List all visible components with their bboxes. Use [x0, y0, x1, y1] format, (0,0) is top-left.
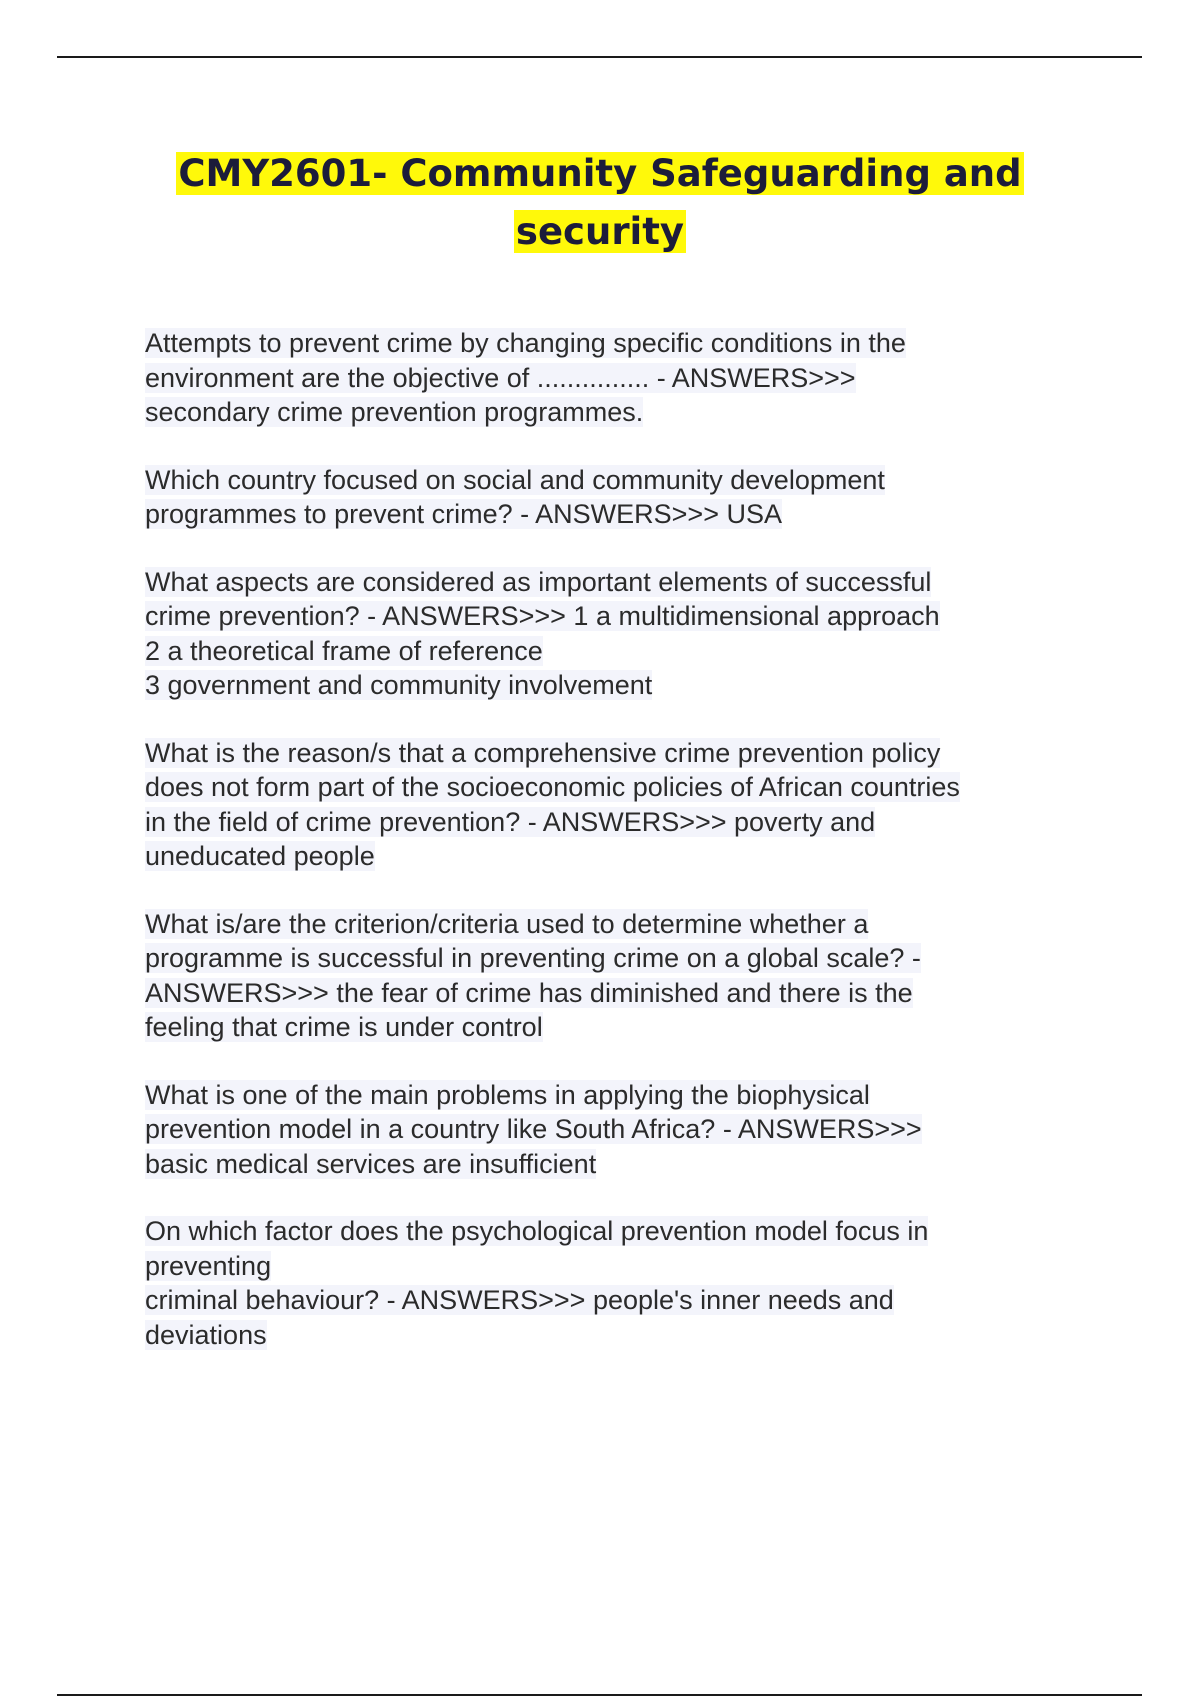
- bottom-rule: [57, 1694, 1142, 1696]
- qa-line: feeling that crime is under control: [145, 1012, 543, 1042]
- qa-item-2: [145, 463, 1090, 532]
- qa-item-7: [145, 1214, 1090, 1352]
- qa-line: prevention model in a country like South Africa? - ANSWERS>>>: [145, 1114, 922, 1144]
- qa-item-5: [145, 907, 1090, 1045]
- qa-line: Attempts to prevent crime by changing specific conditions in the: [145, 328, 906, 358]
- qa-item-1: [145, 326, 1090, 430]
- page-title: [100, 145, 1100, 261]
- qa-line: environment are the objective of ............... - ANSWERS>>>: [145, 362, 856, 393]
- qa-line: crime prevention? - ANSWERS>>> 1 a multidimensional approach: [145, 601, 940, 631]
- qa-list: [145, 326, 1090, 1385]
- qa-line: deviations: [145, 1319, 267, 1350]
- qa-line: does not form part of the socioeconomic policies of African countries: [145, 772, 960, 802]
- qa-line: criminal behaviour? - ANSWERS>>> people's inner needs and: [145, 1285, 894, 1315]
- qa-item-4: [145, 736, 1090, 874]
- qa-line: uneducated people: [145, 841, 375, 871]
- qa-line: in the field of crime prevention? - ANSWERS>>> poverty and: [145, 806, 876, 837]
- qa-line: ANSWERS>>> the fear of crime has diminished and there is the: [145, 977, 913, 1008]
- qa-line: 3 government and community involvement: [145, 670, 653, 700]
- qa-line: preventing: [145, 1250, 272, 1281]
- top-rule: [57, 56, 1142, 58]
- qa-line: On which factor does the psychological prevention model focus in: [145, 1216, 929, 1246]
- qa-line: programmes to prevent crime? - ANSWERS>>> USA: [145, 499, 782, 529]
- qa-item-6: [145, 1078, 1090, 1182]
- qa-item-3: [145, 565, 1090, 703]
- qa-line: secondary crime prevention programmes.: [145, 397, 644, 427]
- qa-line: Which country focused on social and community development: [145, 464, 885, 495]
- page-title-highlight: CMY2601- Community Safeguarding and security: [178, 152, 1022, 253]
- qa-line: What aspects are considered as important elements of successful: [145, 566, 932, 597]
- qa-line: What is one of the main problems in applying the biophysical: [145, 1079, 870, 1110]
- qa-line: What is/are the criterion/criteria used to determine whether a: [145, 908, 869, 939]
- qa-line: What is the reason/s that a comprehensive crime prevention policy: [145, 737, 941, 768]
- qa-line: programme is successful in preventing crime on a global scale? -: [145, 943, 921, 973]
- qa-line: 2 a theoretical frame of reference: [145, 635, 543, 666]
- qa-line: basic medical services are insufficient: [145, 1148, 597, 1179]
